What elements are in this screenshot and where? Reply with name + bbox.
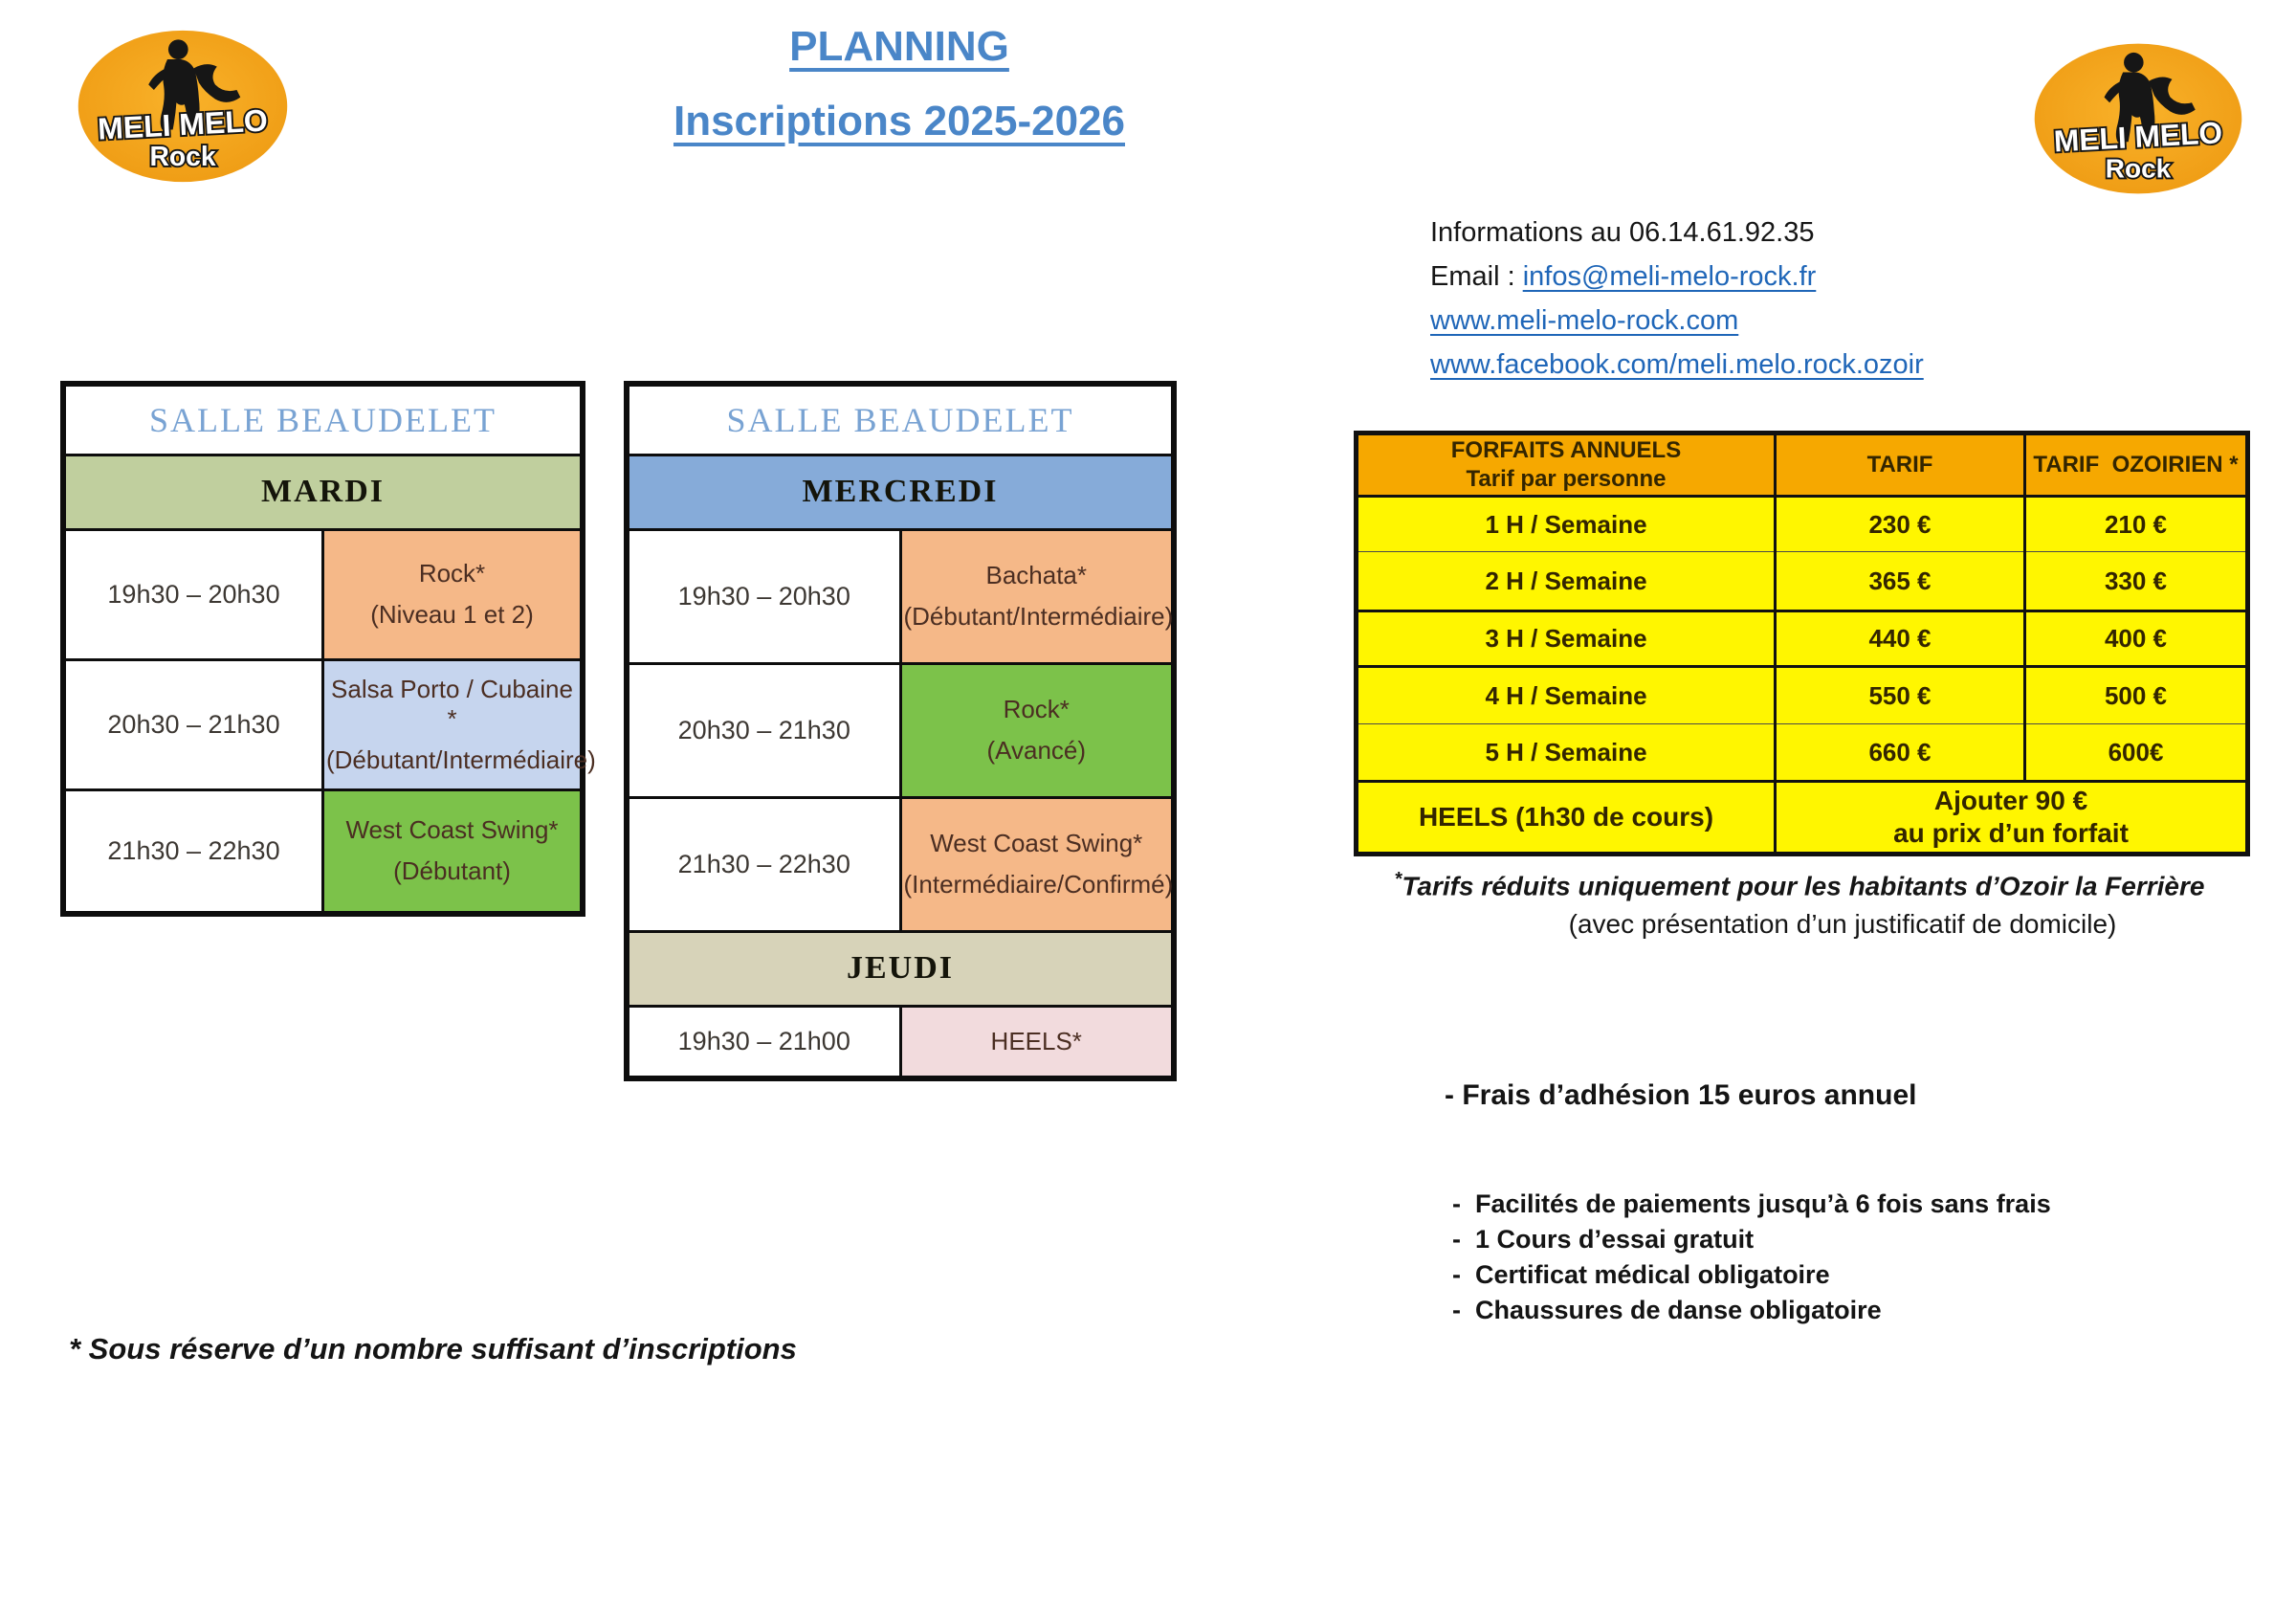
forfait-label: 2 H / Semaine xyxy=(1357,552,1776,611)
logo-text-bottom: Rock xyxy=(149,141,216,172)
time-slot: 20h30 – 21h30 xyxy=(63,659,323,789)
forfait-tarif-ozoirien: 210 € xyxy=(2025,497,2248,552)
day-header-mercredi: MERCREDI xyxy=(627,455,1174,529)
email-label: Email : xyxy=(1430,261,1523,292)
course-level: (Intermédiaire/Confirmé) xyxy=(903,870,1174,899)
course-cell xyxy=(900,529,1174,663)
pricing-table xyxy=(1354,431,2250,856)
tarif-notes xyxy=(1354,869,2245,940)
course-level: (Débutant) xyxy=(393,856,511,886)
course-cell xyxy=(900,1006,1174,1078)
venue-title: SALLE BEAUDELET xyxy=(627,384,1174,455)
time-slot: 19h30 – 20h30 xyxy=(63,529,323,659)
asterisk: * xyxy=(1394,869,1402,890)
course-name: West Coast Swing* xyxy=(345,815,559,845)
time-slot: 21h30 – 22h30 xyxy=(63,789,323,914)
logo-graphic xyxy=(75,25,291,188)
contact-phone: Informations au 06.14.61.92.35 xyxy=(1430,217,1815,248)
tarif-reduced-note: *Tarifs réduits uniquement pour les habitants d’Ozoir la Ferrière xyxy=(1394,869,2205,901)
pricing-header-forfaits xyxy=(1357,433,1776,497)
venue-title: SALLE BEAUDELET xyxy=(63,384,583,455)
course-name: Bachata* xyxy=(985,561,1088,589)
time-slot: 19h30 – 21h00 xyxy=(627,1006,900,1078)
contact-email-line xyxy=(1430,255,1924,299)
registration-reserve-note: * Sous réserve d’un nombre suffisant d’inscriptions xyxy=(69,1332,797,1366)
forfait-label: 1 H / Semaine xyxy=(1357,497,1776,552)
logo-text-top: MELI MELO xyxy=(2052,115,2223,159)
time-slot: 21h30 – 22h30 xyxy=(627,797,900,931)
course-level: (Niveau 1 et 2) xyxy=(370,600,534,629)
course-cell xyxy=(900,797,1174,931)
conditions-list xyxy=(1452,1187,2051,1328)
course-cell xyxy=(900,663,1174,797)
list-item: - 1 Cours d’essai gratuit xyxy=(1452,1225,1755,1254)
course-cell xyxy=(323,659,596,789)
forfait-tarif: 365 € xyxy=(1776,552,2025,611)
course-level: (Débutant/Intermédiaire) xyxy=(326,744,596,774)
course-name: Salsa Porto / Cubaine * xyxy=(331,674,573,733)
heels-value-line2: au prix d’un forfait xyxy=(1893,818,2129,848)
course-name: Rock* xyxy=(418,559,486,588)
page-title xyxy=(536,23,1263,145)
course-level: (Débutant/Intermédiaire) xyxy=(903,602,1174,631)
forfait-label: 5 H / Semaine xyxy=(1357,724,1776,782)
course-name: Rock* xyxy=(1003,695,1070,723)
list-item: - Facilités de paiements jusqu’à 6 fois sans frais xyxy=(1452,1189,2051,1218)
forfait-tarif: 230 € xyxy=(1776,497,2025,552)
contact-block xyxy=(1430,211,1924,387)
forfait-tarif-ozoirien: 500 € xyxy=(2025,667,2248,724)
day-header-jeudi: JEUDI xyxy=(627,931,1174,1006)
course-level: (Avancé) xyxy=(986,736,1087,765)
schedule-table-mardi xyxy=(60,381,596,917)
forfait-label: 3 H / Semaine xyxy=(1357,611,1776,667)
forfait-tarif-ozoirien: 600€ xyxy=(2025,724,2248,782)
forfait-tarif-ozoirien: 400 € xyxy=(2025,611,2248,667)
time-slot: 19h30 – 20h30 xyxy=(627,529,900,663)
logo-graphic xyxy=(2020,38,2256,199)
schedule-table-mercredi-jeudi xyxy=(624,381,1177,1081)
meli-melo-rock-logo-left xyxy=(75,25,291,188)
day-header-mardi: MARDI xyxy=(63,455,583,529)
website-link[interactable]: www.meli-melo-rock.com xyxy=(1430,305,1739,336)
list-item: - Certificat médical obligatoire xyxy=(1452,1260,1830,1289)
course-cell xyxy=(323,789,584,914)
course-name: West Coast Swing* xyxy=(930,829,1143,857)
heels-value xyxy=(1776,782,2248,855)
email-link[interactable]: infos@meli-melo-rock.fr xyxy=(1522,261,1817,292)
heels-label: HEELS (1h30 de cours) xyxy=(1357,782,1776,855)
logo-text-bottom: Rock xyxy=(2105,153,2172,184)
pricing-header-line2: Tarif par personne xyxy=(1466,466,1667,492)
forfait-tarif: 440 € xyxy=(1776,611,2025,667)
forfait-label: 4 H / Semaine xyxy=(1357,667,1776,724)
course-cell xyxy=(323,529,584,659)
heels-value-line1: Ajouter 90 € xyxy=(1933,786,2088,815)
facebook-link[interactable]: www.facebook.com/meli.melo.rock.ozoir xyxy=(1430,349,1924,380)
course-name: HEELS* xyxy=(990,1026,1082,1055)
pricing-header-tarif-ozoirien: TARIF OZOIRIEN * xyxy=(2025,433,2248,497)
time-slot: 20h30 – 21h30 xyxy=(627,663,900,797)
adhesion-fee-note: - Frais d’adhésion 15 euros annuel xyxy=(1445,1079,1917,1111)
title-planning: PLANNING xyxy=(789,23,1009,70)
logo-text-top: MELI MELO xyxy=(97,102,269,146)
title-inscriptions: Inscriptions 2025-2026 xyxy=(673,98,1125,144)
pricing-header-line1: FORFAITS ANNUELS xyxy=(1450,437,1682,463)
pricing-header-tarif: TARIF xyxy=(1776,433,2025,497)
forfait-tarif: 550 € xyxy=(1776,667,2025,724)
forfait-tarif: 660 € xyxy=(1776,724,2025,782)
list-item: - Chaussures de danse obligatoire xyxy=(1452,1296,1882,1324)
forfait-tarif-ozoirien: 330 € xyxy=(2025,552,2248,611)
meli-melo-rock-logo-right xyxy=(2020,38,2256,199)
tarif-proof-note: (avec présentation d’un justificatif de domicile) xyxy=(1568,909,2117,940)
